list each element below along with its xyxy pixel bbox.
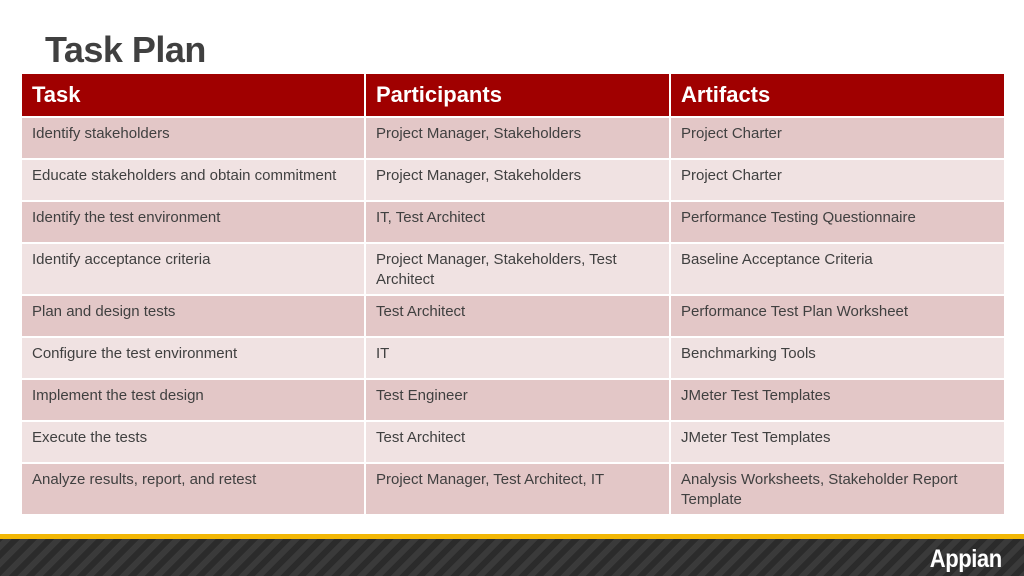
task-cell: Implement the test design (22, 379, 365, 421)
table-row (22, 243, 1004, 295)
artifacts-cell: Benchmarking Tools (670, 337, 1004, 379)
footer-band (0, 534, 1024, 576)
participants-cell: Project Manager, Stakeholders (365, 117, 670, 159)
participants-cell: Test Architect (365, 295, 670, 337)
participants-cell: IT (365, 337, 670, 379)
table-row (22, 201, 1004, 243)
appian-logo: Appian (930, 545, 1002, 573)
artifacts-cell: Performance Test Plan Worksheet (670, 295, 1004, 337)
participants-cell: Project Manager, Stakeholders (365, 159, 670, 201)
table-row (22, 337, 1004, 379)
artifacts-cell: JMeter Test Templates (670, 379, 1004, 421)
participants-cell: Test Architect (365, 421, 670, 463)
task-cell: Configure the test environment (22, 337, 365, 379)
table-row (22, 295, 1004, 337)
table-row (22, 421, 1004, 463)
artifacts-cell: JMeter Test Templates (670, 421, 1004, 463)
artifacts-cell: Baseline Acceptance Criteria (670, 243, 1004, 295)
artifacts-cell: Project Charter (670, 117, 1004, 159)
task-cell: Identify the test environment (22, 201, 365, 243)
footer-accent-bar (0, 534, 1024, 539)
participants-cell: IT, Test Architect (365, 201, 670, 243)
artifacts-cell: Performance Testing Questionnaire (670, 201, 1004, 243)
task-plan-table (22, 74, 1004, 516)
column-header-participants: Participants (365, 74, 670, 117)
table-row (22, 463, 1004, 515)
task-cell: Analyze results, report, and retest (22, 463, 365, 515)
participants-cell: Project Manager, Test Architect, IT (365, 463, 670, 515)
task-cell: Identify stakeholders (22, 117, 365, 159)
table-row (22, 379, 1004, 421)
table-row (22, 159, 1004, 201)
task-cell: Educate stakeholders and obtain commitment (22, 159, 365, 201)
artifacts-cell: Project Charter (670, 159, 1004, 201)
page-title: Task Plan (45, 29, 206, 70)
artifacts-cell: Analysis Worksheets, Stakeholder Report Template (670, 463, 1004, 515)
table-row (22, 117, 1004, 159)
column-header-task: Task (22, 74, 365, 117)
participants-cell: Test Engineer (365, 379, 670, 421)
table-header-row (22, 74, 1004, 117)
task-cell: Identify acceptance criteria (22, 243, 365, 295)
task-cell: Plan and design tests (22, 295, 365, 337)
participants-cell: Project Manager, Stakeholders, Test Architect (365, 243, 670, 295)
column-header-artifacts: Artifacts (670, 74, 1004, 117)
task-cell: Execute the tests (22, 421, 365, 463)
